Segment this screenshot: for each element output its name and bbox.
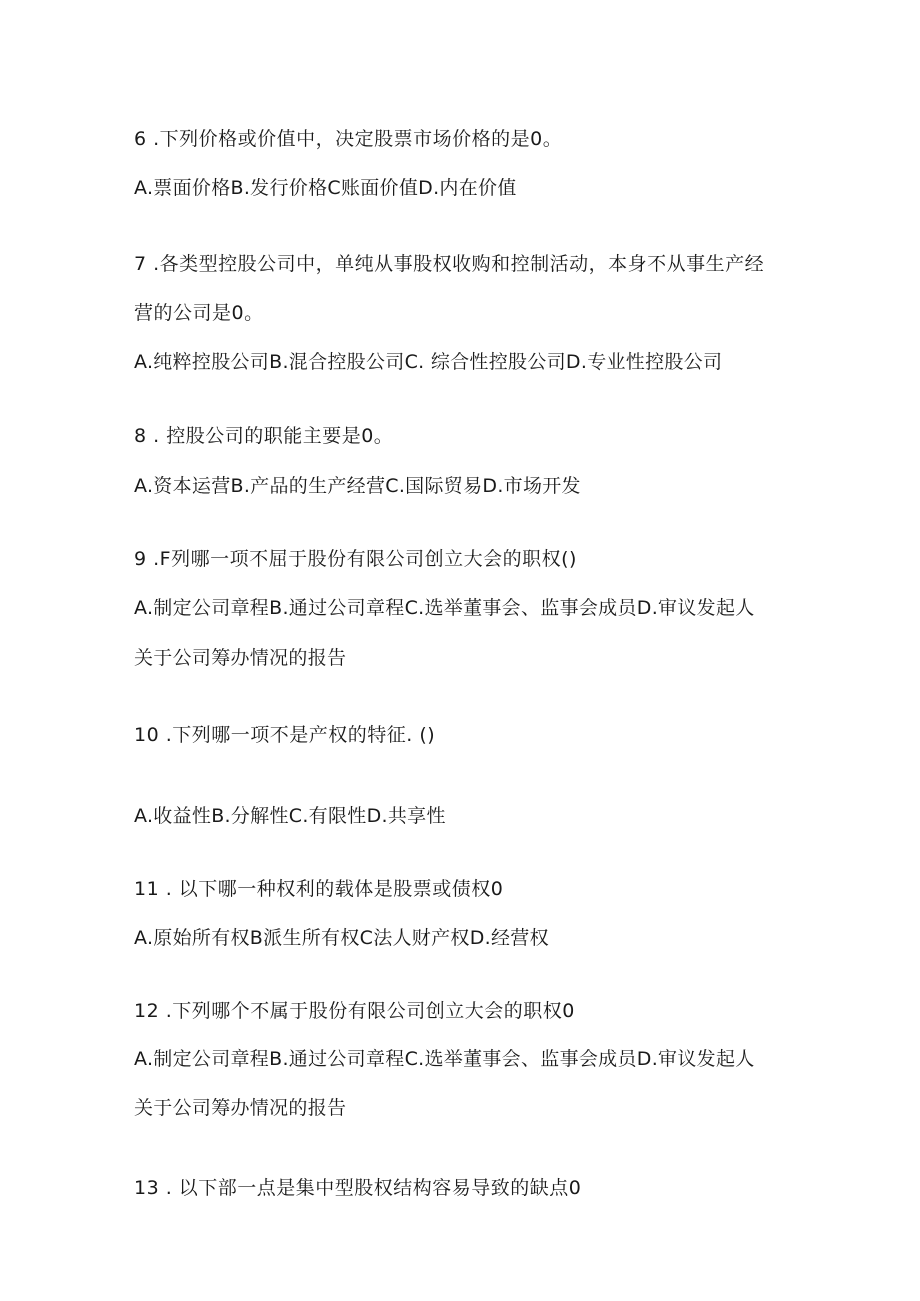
question-7-stem-line2: 营的公司是0。	[134, 302, 264, 324]
question-12-options-line2: 关于公司筹办情况的报告	[134, 1097, 347, 1119]
question-11-options: A.原始所有权B派生所有权C法人财产权D.经营权	[134, 927, 549, 949]
question-11-stem: 11 . 以下哪一种权利的载体是股票或债权0	[134, 878, 504, 900]
question-9-options-line1: A.制定公司章程B.通过公司章程C.选举董事会、监事会成员D.审议发起人	[134, 597, 755, 619]
question-7-stem-line1: 7 .各类型控股公司中，单纯从事股权收购和控制活动，本身不从事生产经	[134, 253, 765, 275]
question-6-options: A.票面价格B.发行价格C账面价值D.内在价值	[134, 177, 517, 199]
question-10-options: A.收益性B.分解性C.有限性D.共享性	[134, 805, 446, 827]
question-7-options: A.纯粹控股公司B.混合控股公司C. 综合性控股公司D.专业性控股公司	[134, 351, 723, 373]
question-9-options-line2: 关于公司筹办情况的报告	[134, 647, 347, 669]
question-6-stem: 6 .下列价格或价值中，决定股票市场价格的是0。	[134, 128, 563, 150]
question-12-stem: 12 .下列哪个不属于股份有限公司创立大会的职权0	[134, 1000, 575, 1022]
question-10-stem: 10 .下列哪一项不是产权的特征. ()	[134, 724, 436, 746]
question-9-stem: 9 .F列哪一项不屈于股份有限公司创立大会的职权()	[134, 548, 577, 570]
question-12-options-line1: A.制定公司章程B.通过公司章程C.选举董事会、监事会成员D.审议发起人	[134, 1048, 755, 1070]
question-8-options: A.资本运营B.产品的生产经营C.国际贸易D.市场开发	[134, 475, 581, 497]
question-13-stem: 13 . 以下部一点是集中型股权结构容易导致的缺点0	[134, 1177, 582, 1199]
question-8-stem: 8 . 控股公司的职能主要是0。	[134, 425, 394, 447]
